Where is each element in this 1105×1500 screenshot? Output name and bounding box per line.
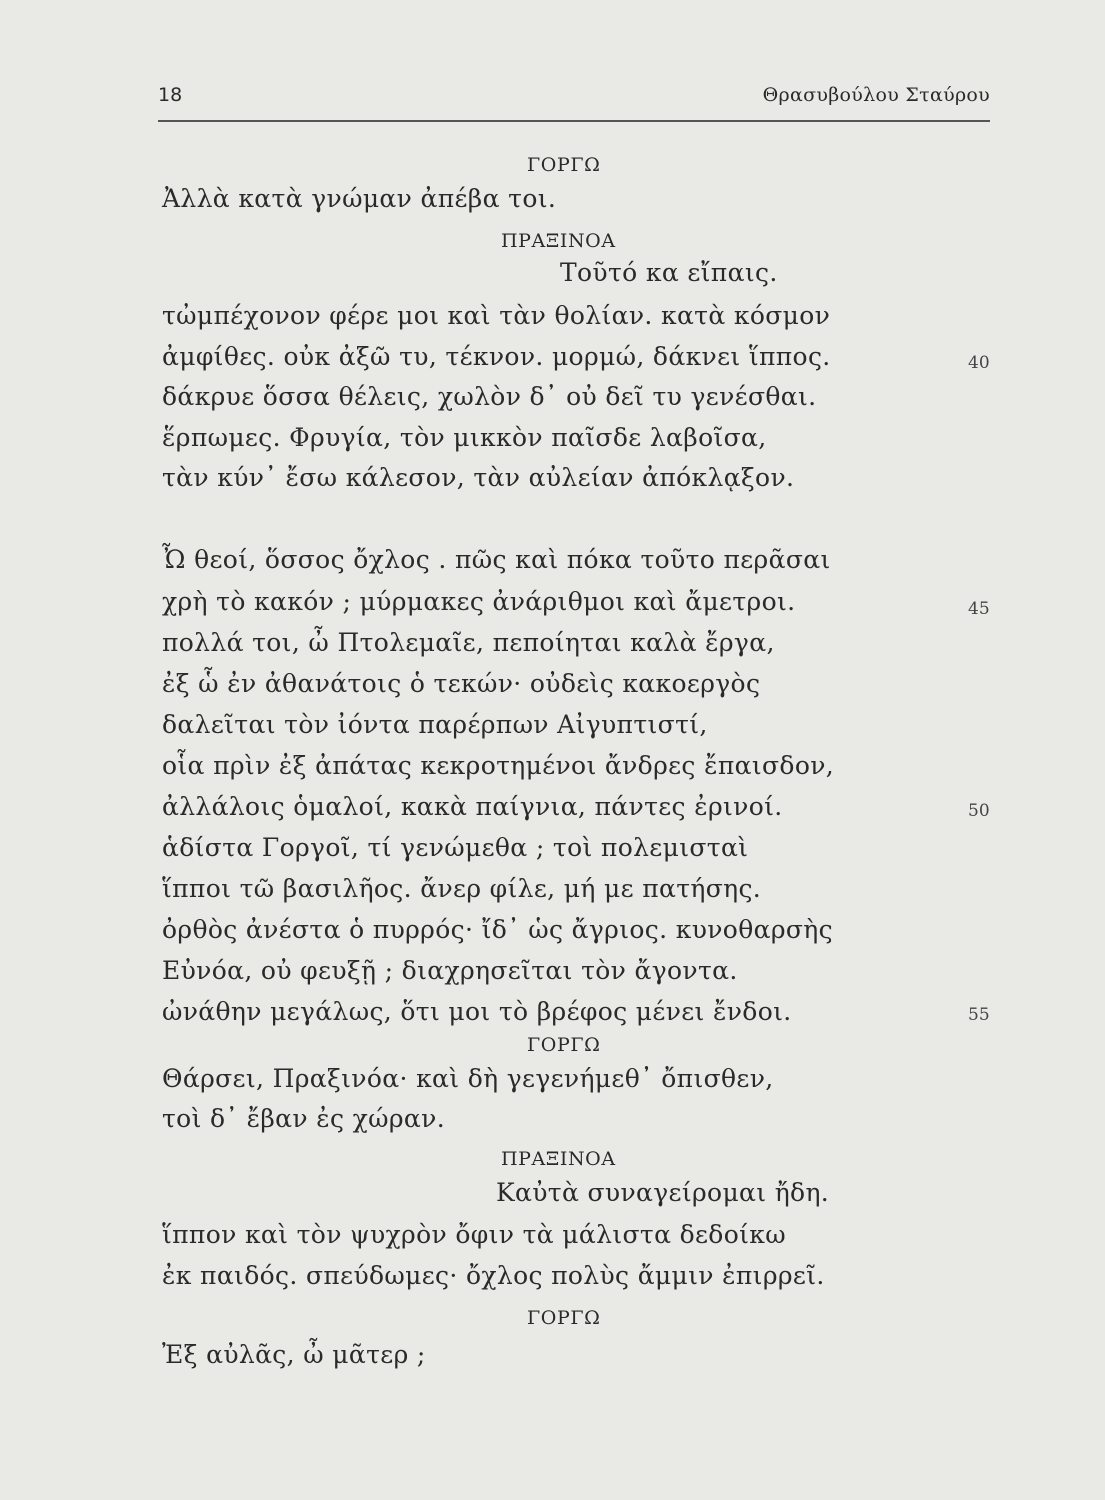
verse-line: ἐκ παιδός. σπεύδωμες· ὄχλος πολὺς ἄμμιν ἐπιρρεῖ. [162,1261,825,1290]
line-number: 55 [968,1005,990,1025]
verse-line: πολλά τοι, ὦ Πτολεμαῖε, πεποίηται καλὰ ἔργα, [162,628,775,657]
verse-line: ἀλλάλοις ὁμαλοί, κακὰ παίγνια, πάντες ἐρινοί. [162,792,783,821]
line-number: 40 [968,353,990,373]
verse-line: ἀμφίθες. οὐκ ἀξῶ τυ, τέκνον. μορμώ, δάκνει ἵππος. [162,342,831,371]
verse-line: Καὐτὰ συναγείρομαι ἤδη. [496,1178,830,1207]
verse-line: δάκρυε ὅσσα θέλεις, χωλὸν δ᾽ οὐ δεῖ τυ γενέσθαι. [162,382,817,411]
running-head: Θρασυβούλου Σταύρου [762,84,990,106]
verse-line: Ἐξ αὐλᾶς, ὦ μᾶτερ ; [162,1340,426,1369]
verse-line: Ἀλλὰ κατὰ γνώμαν ἀπέβα τοι. [162,184,557,213]
verse-line: ἵπποι τῶ βασιλῆος. ἄνερ φίλε, μή με πατήσης. [162,874,762,903]
verse-line: δαλεῖται τὸν ἰόντα παρέρπων Αἰγυπτιστί, [162,710,708,739]
verse-line: ἵππον καὶ τὸν ψυχρὸν ὄφιν τὰ μάλιστα δεδοίκω [162,1220,786,1249]
verse-line: χρὴ τὸ κακόν ; μύρμακες ἀνάριθμοι καὶ ἄμετροι. [162,587,796,616]
verse-line: Τοῦτό κα εἴπαις. [560,258,778,287]
line-number: 45 [968,599,990,619]
verse-line: ὠνάθην μεγάλως, ὅτι μοι τὸ βρέφος μένει ἔνδοι. [162,997,792,1026]
verse-line: ἕρπωμες. Φρυγία, τὸν μικκὸν παῖσδε λαβοῖσα, [162,423,767,452]
speaker-label: ΠΡΑΞΙΝΟΑ [501,230,616,252]
line-number: 50 [968,801,990,821]
verse-line: Θάρσει, Πραξινόα· καὶ δὴ γεγενήμεθ᾽ ὄπισθεν, [162,1064,774,1093]
header-rule [158,120,990,122]
page-header [158,84,990,114]
verse-line: ὀρθὸς ἀνέστα ὁ πυρρός· ἴδ᾽ ὡς ἄγριος. κυνοθαρσὴς [162,915,833,944]
speaker-label: ΠΡΑΞΙΝΟΑ [501,1148,616,1170]
page-number: 18 [158,84,183,106]
verse-line: Εὐνόα, οὐ φευξῇ ; διαχρησεῖται τὸν ἄγοντα. [162,956,738,985]
verse-line: τοὶ δ᾽ ἔβαν ἐς χώραν. [162,1104,445,1133]
verse-line: οἷα πρὶν ἐξ ἀπάτας κεκροτημένοι ἄνδρες ἔπαισδον, [162,751,835,780]
verse-line: Ὦ θεοί, ὅσσος ὄχλος . πῶς καὶ πόκα τοῦτο περᾶσαι [162,545,831,574]
verse-line: ἁδίστα Γοργοῖ, τί γενώμεθα ; τοὶ πολεμισταὶ [162,833,749,862]
speaker-label: ΓΟΡΓΩ [527,1307,601,1329]
verse-line: τὠμπέχονον φέρε μοι καὶ τὰν θολίαν. κατὰ κόσμον [162,301,831,330]
verse-line: ἐξ ὧ ἐν ἀθανάτοις ὁ τεκών· οὐδεὶς κακοεργὸς [162,669,761,698]
verse-line: τὰν κύν᾽ ἔσω κάλεσον, τὰν αὐλείαν ἀπόκλᾳξον. [162,463,795,492]
speaker-label: ΓΟΡΓΩ [527,154,601,176]
speaker-label: ΓΟΡΓΩ [527,1034,601,1056]
